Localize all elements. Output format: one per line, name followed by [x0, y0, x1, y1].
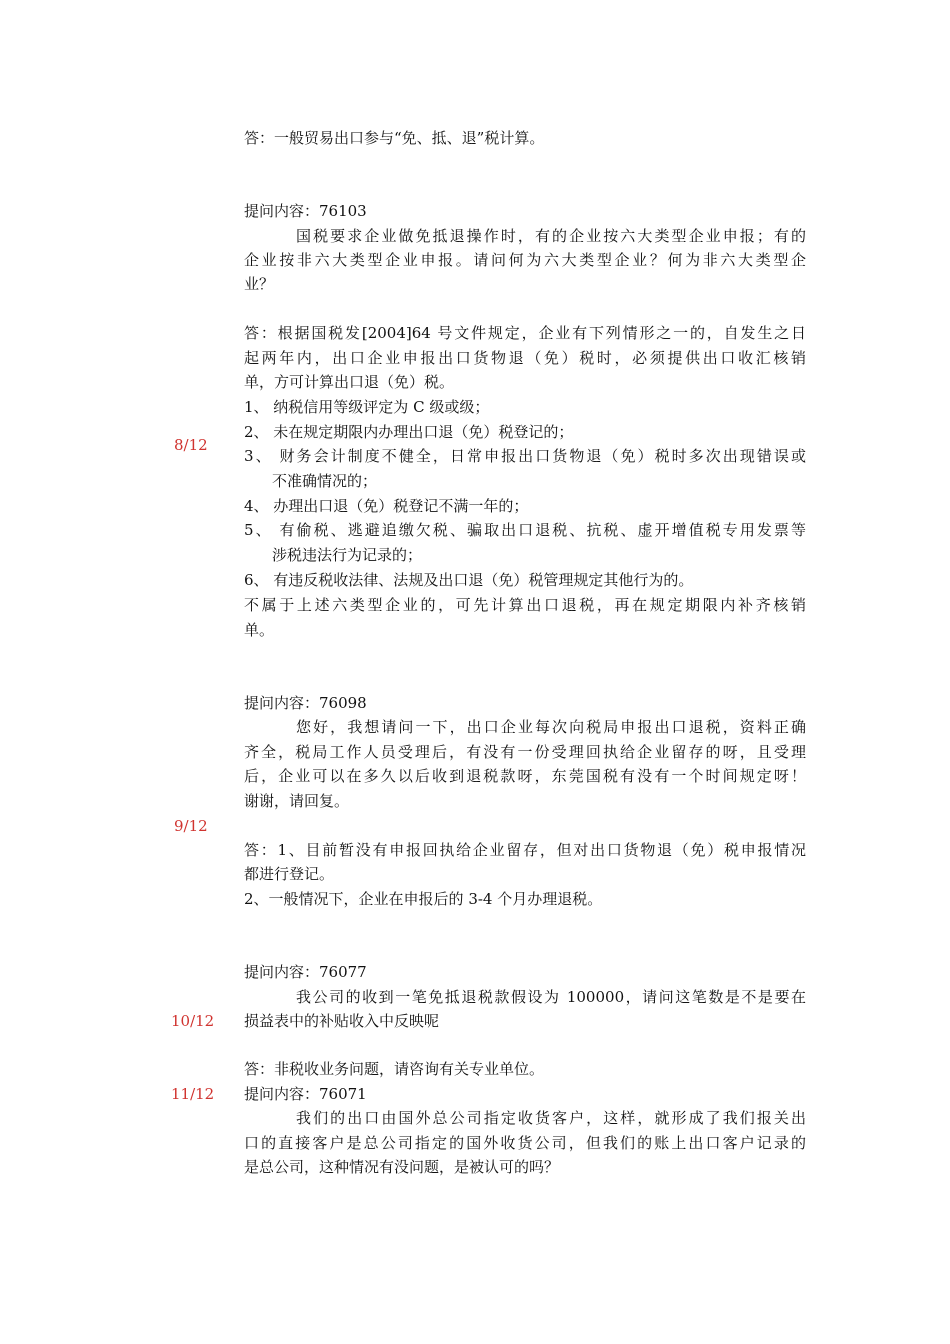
answer-text: 答：一般贸易出口参与“免、抵、退”税计算。 — [244, 129, 545, 147]
list-item: 2、 未在规定期限内办理出口退（免）税登记的； — [244, 423, 574, 441]
answer-text: 单，方可计算出口退（免）税。 — [244, 373, 455, 391]
list-item: 4、 办理出口退（免）税登记不满一年的； — [244, 497, 529, 515]
answer-text: 起两年内，出口企业申报出口货物退（免）税时，必须提供出口收汇核销 — [244, 349, 806, 367]
answer-text: 2、一般情况下，企业在申报后的 3-4 个月办理退税。 — [244, 890, 603, 908]
question-text: 口的直接客户是总公司指定的国外收货公司，但我们的账上出口客户记录的 — [244, 1134, 806, 1152]
answer-text: 单。 — [244, 621, 275, 639]
question-header: 提问内容：76103 — [244, 202, 367, 220]
question-header: 提问内容：76071 — [244, 1085, 367, 1103]
list-item: 5、 有偷税、逃避追缴欠税、骗取出口退税、抗税、虚开增值税专用发票等 — [244, 521, 806, 539]
list-item-continued: 涉税违法行为记录的； — [272, 546, 423, 564]
page-marker: 10/12 — [171, 1012, 215, 1030]
question-text: 我公司的收到一笔免抵退税款假设为 100000，请问这笔数是不是要在 — [296, 988, 806, 1006]
question-header: 提问内容：76098 — [244, 694, 367, 712]
question-text: 您好，我想请问一下，出口企业每次向税局申报出口退税，资料正确 — [296, 718, 806, 736]
list-item: 3、 财务会计制度不健全，日常申报出口货物退（免）税时多次出现错误或 — [244, 447, 806, 465]
answer-text: 都进行登记。 — [244, 865, 335, 883]
answer-text: 答：1、目前暂没有申报回执给企业留存，但对出口货物退（免）税申报情况 — [244, 841, 806, 859]
question-text: 企业按非六大类型企业申报。请问何为六大类型企业？何为非六大类型企 — [244, 251, 806, 269]
question-text: 国税要求企业做免抵退操作时，有的企业按六大类型企业申报；有的 — [296, 227, 806, 245]
page-marker: 11/12 — [171, 1085, 215, 1103]
list-item: 6、 有违反税收法律、法规及出口退（免）税管理规定其他行为的。 — [244, 571, 694, 589]
question-header: 提问内容：76077 — [244, 963, 367, 981]
list-item-continued: 不准确情况的； — [272, 472, 378, 490]
question-text: 是总公司，这种情况有没问题，是被认可的吗？ — [244, 1158, 560, 1176]
question-text: 我们的出口由国外总公司指定收货客户，这样，就形成了我们报关出 — [296, 1109, 806, 1127]
question-text: 业？ — [244, 275, 275, 293]
answer-text: 不属于上述六类型企业的，可先计算出口退税，再在规定期限内补齐核销 — [244, 596, 806, 614]
question-text: 谢谢，请回复。 — [244, 792, 350, 810]
answer-text: 答：非税收业务问题，请咨询有关专业单位。 — [244, 1060, 545, 1078]
question-text: 后，企业可以在多久以后收到退税款呀，东莞国税有没有一个时间规定呀！ — [244, 767, 806, 785]
page-marker: 8/12 — [174, 436, 208, 454]
question-text: 齐全，税局工作人员受理后，有没有一份受理回执给企业留存的呀，且受理 — [244, 743, 806, 761]
list-item: 1、 纳税信用等级评定为 C 级或级； — [244, 398, 490, 416]
question-text: 损益表中的补贴收入中反映呢 — [244, 1012, 440, 1030]
answer-text: 答：根据国税发[2004]64 号文件规定，企业有下列情形之一的，自发生之日 — [244, 324, 806, 342]
page-marker: 9/12 — [174, 817, 208, 835]
